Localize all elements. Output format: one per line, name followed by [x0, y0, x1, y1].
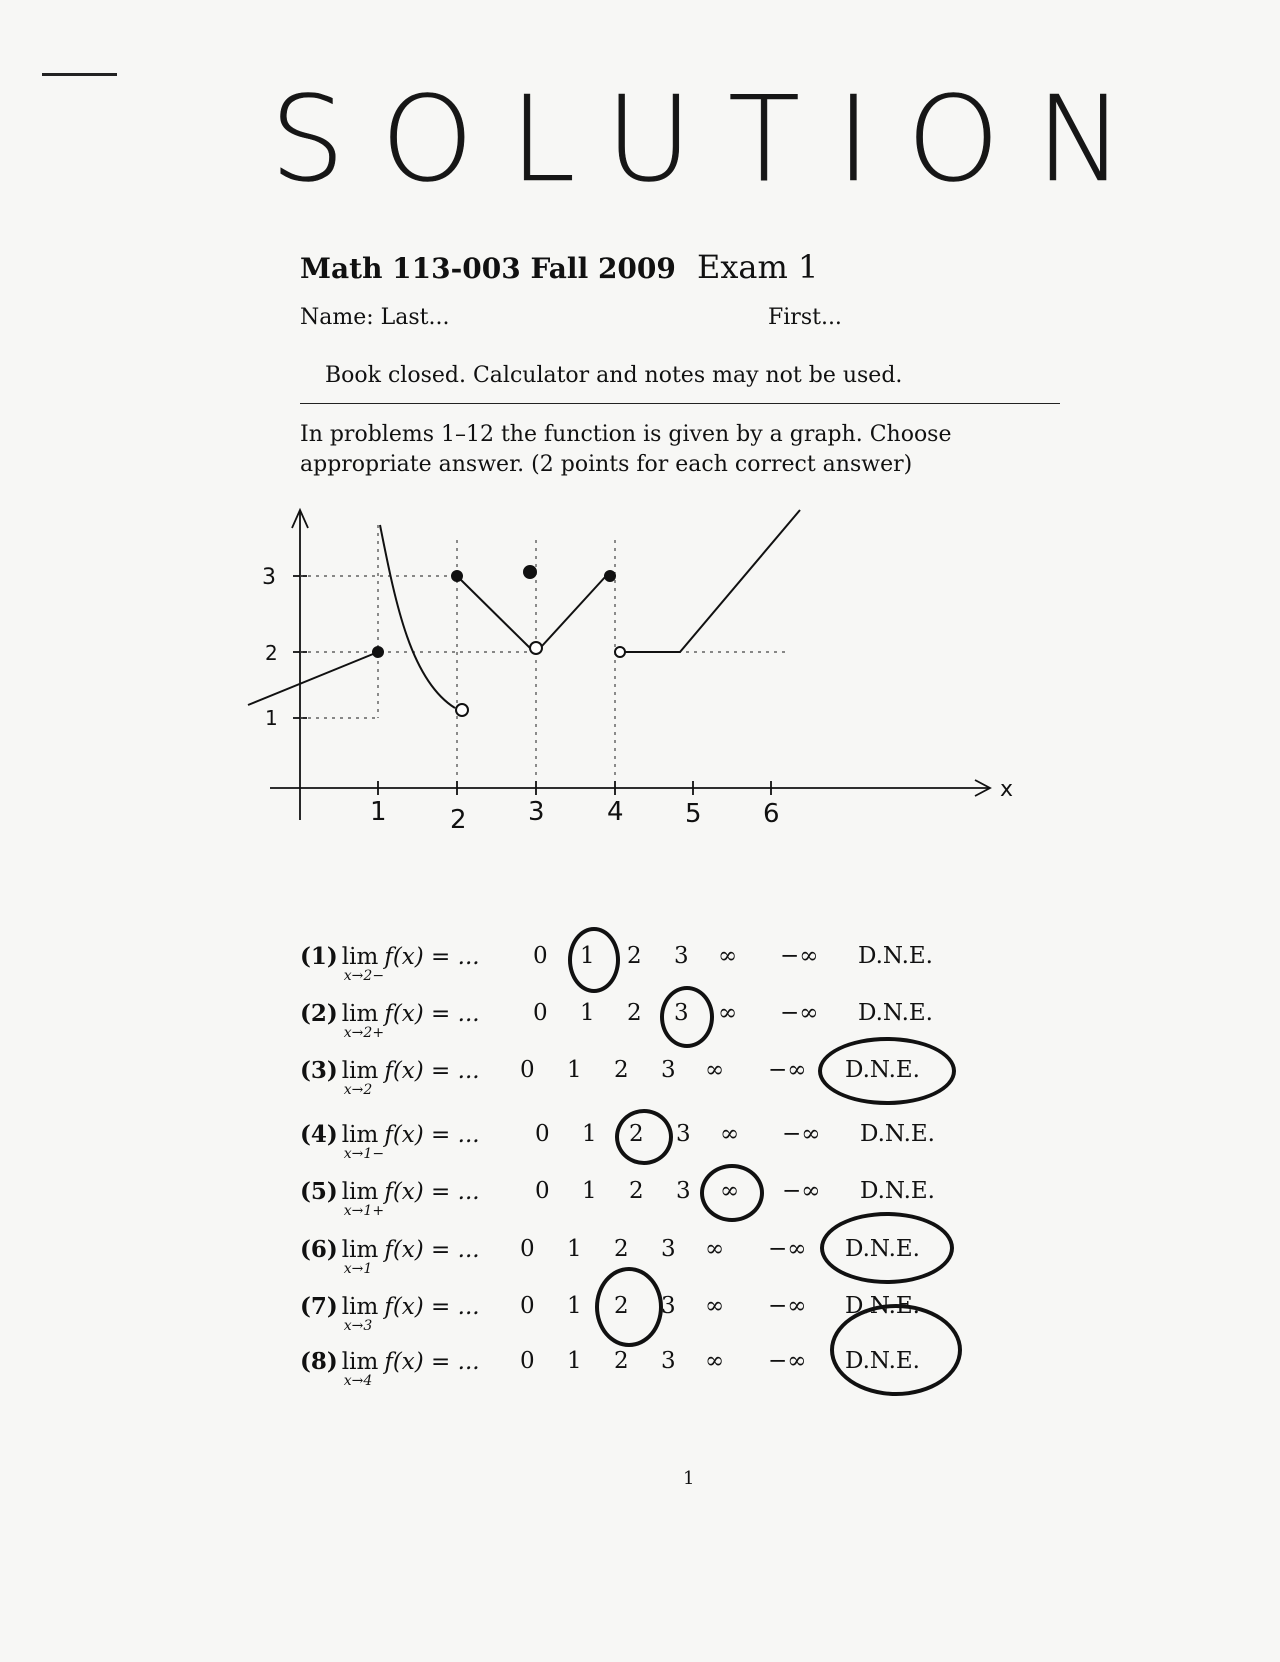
choice-1[interactable]: 1 — [582, 1121, 597, 1147]
divider — [300, 403, 1060, 404]
choice-neg-infinity[interactable]: −∞ — [768, 1057, 807, 1083]
choice-3[interactable]: 3 — [661, 1236, 676, 1262]
choice-2[interactable]: 2 — [614, 1348, 629, 1374]
choice-1[interactable]: 1 — [567, 1057, 582, 1083]
y-tick-label: 3 — [262, 565, 276, 590]
question-7 — [300, 1293, 1080, 1343]
question-6 — [300, 1236, 1080, 1286]
choice-0[interactable]: 0 — [520, 1348, 535, 1374]
lim-subscript: x→3 — [343, 1318, 373, 1334]
x-tick-label: 5 — [685, 799, 702, 829]
x-tick-label: 4 — [607, 797, 624, 827]
filled-point-3-3 — [524, 566, 536, 578]
choice-neg-infinity[interactable]: −∞ — [768, 1293, 807, 1319]
lim-subscript: x→2− — [343, 968, 385, 984]
question-number: (3) — [300, 1057, 338, 1084]
lim-label: lim — [341, 1294, 379, 1320]
choice-neg-infinity[interactable]: −∞ — [780, 1000, 819, 1026]
choice-dne[interactable]: D.N.E. — [845, 1348, 920, 1374]
choice-dne[interactable]: D.N.E. — [845, 1057, 920, 1083]
choice-1[interactable]: 1 — [580, 943, 595, 969]
graph-vshape-2-3 — [457, 576, 530, 648]
choice-2[interactable]: 2 — [614, 1057, 629, 1083]
name-label: Name: Last... — [300, 305, 450, 330]
expression: f(x) = ... — [384, 1237, 480, 1263]
lim-subscript: x→1 — [343, 1261, 373, 1277]
choice-3[interactable]: 3 — [661, 1293, 676, 1319]
choice-dne[interactable]: D.N.E. — [860, 1178, 935, 1204]
answer-circle — [660, 986, 714, 1048]
filled-point-2-3 — [452, 571, 462, 581]
choice-3[interactable]: 3 — [676, 1121, 691, 1147]
expression: f(x) = ... — [384, 1294, 480, 1320]
question-number: (2) — [300, 1000, 338, 1027]
x-tick-label: 3 — [528, 797, 545, 827]
choice-dne[interactable]: D.N.E. — [845, 1293, 920, 1319]
function-graph — [230, 490, 1030, 850]
question-number: (7) — [300, 1293, 338, 1320]
open-point-2-1 — [456, 704, 468, 716]
choice-1[interactable]: 1 — [567, 1236, 582, 1262]
choice-0[interactable]: 0 — [520, 1236, 535, 1262]
question-number: (8) — [300, 1348, 338, 1375]
question-4 — [300, 1121, 1080, 1171]
x-tick-label: 2 — [450, 805, 467, 835]
instructions: In problems 1–12 the function is given by a graph. Choose appropriate answer. (2 points for each correct answer) — [300, 422, 952, 477]
choice-3[interactable]: 3 — [674, 1000, 689, 1026]
choice-2[interactable]: 2 — [629, 1178, 644, 1204]
exam-title: Exam 1 — [697, 248, 819, 286]
choice-0[interactable]: 0 — [535, 1178, 550, 1204]
choice-2[interactable]: 2 — [629, 1121, 644, 1147]
expression: f(x) = ... — [384, 1001, 480, 1027]
question-number: (5) — [300, 1178, 338, 1205]
choice-1[interactable]: 1 — [567, 1348, 582, 1374]
choice-neg-infinity[interactable]: −∞ — [768, 1348, 807, 1374]
choice-neg-infinity[interactable]: −∞ — [768, 1236, 807, 1262]
choice-3[interactable]: 3 — [674, 943, 689, 969]
choice-2[interactable]: 2 — [614, 1293, 629, 1319]
choice-0[interactable]: 0 — [533, 943, 548, 969]
answer-circle — [830, 1304, 962, 1396]
corner-mark — [42, 73, 117, 76]
filled-point-4-3 — [605, 571, 615, 581]
question-number: (6) — [300, 1236, 338, 1263]
answer-circle — [568, 927, 620, 993]
course-title: Math 113-003 Fall 2009 — [300, 252, 676, 285]
first-name-label: First... — [768, 305, 842, 330]
choice-neg-infinity[interactable]: −∞ — [782, 1121, 821, 1147]
choice-3[interactable]: 3 — [676, 1178, 691, 1204]
expression: f(x) = ... — [384, 1179, 480, 1205]
choice-neg-infinity[interactable]: −∞ — [782, 1178, 821, 1204]
graph-segment-4-5 — [622, 510, 800, 652]
choice-infinity[interactable]: ∞ — [705, 1348, 725, 1374]
question-3 — [300, 1057, 1080, 1107]
choice-2[interactable]: 2 — [627, 943, 642, 969]
graph-curve-1-2 — [380, 525, 455, 708]
choice-neg-infinity[interactable]: −∞ — [780, 943, 819, 969]
choice-infinity[interactable]: ∞ — [705, 1057, 725, 1083]
exam-rules: Book closed. Calculator and notes may not be used. — [325, 363, 903, 388]
lim-label: lim — [341, 1122, 379, 1148]
choice-0[interactable]: 0 — [533, 1000, 548, 1026]
open-point-4-2 — [615, 647, 625, 657]
answer-circle — [818, 1037, 956, 1105]
choice-1[interactable]: 1 — [580, 1000, 595, 1026]
answer-circle — [820, 1212, 954, 1284]
choice-infinity[interactable]: ∞ — [720, 1121, 740, 1147]
page-number: 1 — [683, 1468, 695, 1489]
choice-infinity[interactable]: ∞ — [718, 1000, 738, 1026]
expression: f(x) = ... — [384, 1058, 480, 1084]
question-number: (4) — [300, 1121, 338, 1148]
choice-0[interactable]: 0 — [535, 1121, 550, 1147]
choice-1[interactable]: 1 — [582, 1178, 597, 1204]
expression: f(x) = ... — [384, 1122, 480, 1148]
choice-1[interactable]: 1 — [567, 1293, 582, 1319]
choice-dne[interactable]: D.N.E. — [858, 943, 933, 969]
lim-label: lim — [341, 1001, 379, 1027]
choice-infinity[interactable]: ∞ — [705, 1293, 725, 1319]
solution-title: SOLUTION — [270, 70, 1161, 208]
graph-segment-3-4 — [542, 576, 606, 646]
question-2 — [300, 1000, 1080, 1050]
choice-2[interactable]: 2 — [627, 1000, 642, 1026]
filled-point-1-2 — [373, 647, 383, 657]
question-5 — [300, 1178, 1080, 1228]
lim-subscript: x→4 — [343, 1373, 373, 1389]
lim-subscript: x→2 — [343, 1082, 373, 1098]
x-tick-label: 1 — [370, 797, 387, 827]
choice-3[interactable]: 3 — [661, 1348, 676, 1374]
lim-label: lim — [341, 1349, 379, 1375]
lim-subscript: x→2+ — [343, 1025, 385, 1041]
lim-subscript: x→1+ — [343, 1203, 385, 1219]
lim-label: lim — [341, 944, 379, 970]
answer-circle — [700, 1164, 764, 1222]
y-tick-label: 1 — [265, 706, 278, 730]
x-tick-label: 6 — [763, 799, 780, 829]
choice-dne[interactable]: D.N.E. — [860, 1121, 935, 1147]
y-tick-label: 2 — [265, 641, 278, 665]
question-number: (1) — [300, 943, 338, 970]
expression: f(x) = ... — [384, 944, 480, 970]
answer-circle — [595, 1267, 663, 1347]
lim-subscript: x→1− — [343, 1146, 385, 1162]
choice-dne[interactable]: D.N.E. — [858, 1000, 933, 1026]
choice-infinity[interactable]: ∞ — [718, 943, 738, 969]
choice-2[interactable]: 2 — [614, 1236, 629, 1262]
lim-label: lim — [341, 1058, 379, 1084]
open-point-3-2 — [530, 642, 542, 654]
answer-circle — [615, 1109, 673, 1165]
expression: f(x) = ... — [384, 1349, 480, 1375]
choice-3[interactable]: 3 — [661, 1057, 676, 1083]
lim-label: lim — [341, 1179, 379, 1205]
choice-infinity[interactable]: ∞ — [720, 1178, 740, 1204]
choice-0[interactable]: 0 — [520, 1293, 535, 1319]
choice-infinity[interactable]: ∞ — [705, 1236, 725, 1262]
choice-0[interactable]: 0 — [520, 1057, 535, 1083]
x-axis-label: x — [1000, 777, 1014, 802]
lim-label: lim — [341, 1237, 379, 1263]
question-8 — [300, 1348, 1080, 1398]
choice-dne[interactable]: D.N.E. — [845, 1236, 920, 1262]
